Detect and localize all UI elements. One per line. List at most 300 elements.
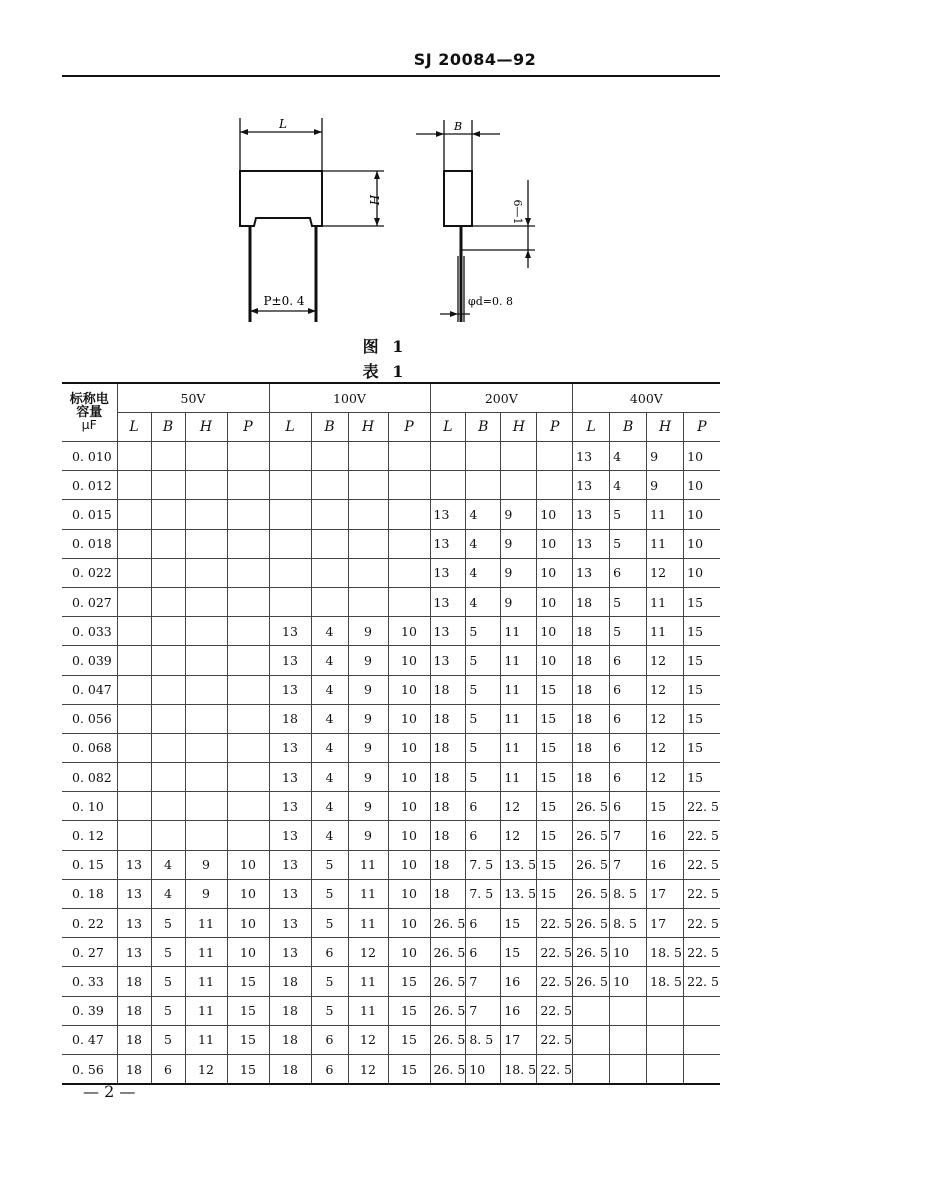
dimension-cell: 5 bbox=[311, 850, 348, 879]
table-row bbox=[62, 879, 720, 908]
dimension-cell: 10 bbox=[537, 646, 573, 675]
dimension-cell: 5 bbox=[466, 763, 501, 792]
dimension-cell: 5 bbox=[151, 909, 185, 938]
dimension-cell: 15 bbox=[501, 909, 537, 938]
dimension-cell: 9 bbox=[348, 704, 388, 733]
dimension-cell bbox=[151, 704, 185, 733]
label-pitch: P±0. 4 bbox=[263, 294, 305, 308]
dimension-cell bbox=[117, 587, 151, 616]
capacitance-cell: 0. 047 bbox=[62, 675, 117, 704]
dimension-cell bbox=[311, 442, 348, 471]
table-row bbox=[62, 617, 720, 646]
table-row bbox=[62, 646, 720, 675]
dimension-cell: 13 bbox=[269, 821, 311, 850]
dimension-cell bbox=[227, 733, 269, 762]
table-row bbox=[62, 471, 720, 500]
dimension-cell bbox=[684, 1054, 720, 1084]
table-caption: 表 1 bbox=[362, 362, 408, 381]
table-row bbox=[62, 763, 720, 792]
dimension-cell: 9 bbox=[348, 617, 388, 646]
label-lead-diameter: φd=0. 8 bbox=[468, 295, 513, 308]
dimension-cell bbox=[684, 1025, 720, 1054]
dimension-cell: 26. 5 bbox=[430, 909, 466, 938]
header-label-line1: 标称电 bbox=[69, 392, 109, 408]
dimension-cell: 11 bbox=[501, 617, 537, 646]
dimension-cell: 6 bbox=[610, 646, 647, 675]
capacitance-cell: 0. 15 bbox=[62, 850, 117, 879]
dimension-cell bbox=[647, 1054, 684, 1084]
dimension-cell bbox=[227, 646, 269, 675]
dimension-cell: 18 bbox=[117, 967, 151, 996]
dimension-cell: 18. 5 bbox=[647, 938, 684, 967]
dimension-cell bbox=[151, 733, 185, 762]
capacitance-cell: 0. 033 bbox=[62, 617, 117, 646]
dimension-cell: 26. 5 bbox=[573, 879, 610, 908]
dimension-cell: 7. 5 bbox=[466, 879, 501, 908]
dimension-cell: 6 bbox=[610, 733, 647, 762]
subcol-header: L bbox=[117, 413, 151, 442]
subcol-header: L bbox=[269, 413, 311, 442]
document-number: SJ 20084—92 bbox=[413, 50, 537, 69]
dimension-cell: 15 bbox=[537, 821, 573, 850]
dimension-cell: 13 bbox=[269, 763, 311, 792]
dimension-cell: 11 bbox=[647, 617, 684, 646]
label-height: H bbox=[367, 194, 381, 206]
dimension-cell: 12 bbox=[647, 763, 684, 792]
dimension-cell bbox=[151, 471, 185, 500]
dimension-cell: 15 bbox=[647, 792, 684, 821]
dimension-cell bbox=[348, 500, 388, 529]
figure-caption: 图 1 bbox=[362, 337, 408, 356]
dimension-cell bbox=[151, 558, 185, 587]
capacitance-header bbox=[62, 383, 117, 442]
dimension-cell: 7 bbox=[466, 967, 501, 996]
dimension-cell: 18 bbox=[269, 1054, 311, 1084]
dimension-cell: 18 bbox=[430, 704, 466, 733]
dimension-cell: 5 bbox=[466, 704, 501, 733]
dimension-cell: 13 bbox=[573, 442, 610, 471]
dimension-cell: 22. 5 bbox=[537, 938, 573, 967]
dimension-cell bbox=[388, 587, 430, 616]
dimension-cell: 22. 5 bbox=[537, 909, 573, 938]
dimension-cell: 9 bbox=[647, 471, 684, 500]
dimension-cell: 26. 5 bbox=[430, 938, 466, 967]
table-row bbox=[62, 1025, 720, 1054]
dimension-cell: 4 bbox=[151, 850, 185, 879]
dimension-cell: 4 bbox=[610, 471, 647, 500]
dimension-cell: 10 bbox=[388, 938, 430, 967]
dimension-cell: 22. 5 bbox=[537, 967, 573, 996]
table-row bbox=[62, 909, 720, 938]
page-number: — 2 — bbox=[83, 1082, 136, 1101]
table-row bbox=[62, 442, 720, 471]
dimension-cell: 10 bbox=[684, 442, 720, 471]
dimension-cell: 18 bbox=[430, 675, 466, 704]
dimension-cell: 7 bbox=[610, 821, 647, 850]
header-label-line2: 容量 bbox=[76, 405, 103, 421]
dimension-cell: 18 bbox=[430, 821, 466, 850]
dimension-cell: 5 bbox=[610, 587, 647, 616]
dimension-cell: 5 bbox=[311, 967, 348, 996]
dimension-cell: 6 bbox=[466, 938, 501, 967]
dimension-cell: 13 bbox=[117, 850, 151, 879]
dimension-cell: 10 bbox=[388, 850, 430, 879]
dimension-cell bbox=[269, 471, 311, 500]
dimension-cell: 11 bbox=[185, 967, 227, 996]
dimension-cell: 10 bbox=[388, 646, 430, 675]
dimension-cell bbox=[227, 763, 269, 792]
subcol-header: P bbox=[537, 413, 573, 442]
table-row bbox=[62, 821, 720, 850]
dimension-cell: 9 bbox=[185, 850, 227, 879]
dimension-cell: 15 bbox=[684, 675, 720, 704]
dimension-cell: 26. 5 bbox=[430, 1054, 466, 1084]
dimension-cell: 4 bbox=[311, 763, 348, 792]
dimension-cell: 13 bbox=[430, 500, 466, 529]
dimension-cell: 8. 5 bbox=[466, 1025, 501, 1054]
dimension-cell: 22. 5 bbox=[537, 1025, 573, 1054]
group-header-100v: 100V bbox=[269, 383, 430, 413]
capacitance-cell: 0. 018 bbox=[62, 529, 117, 558]
capacitance-cell: 0. 10 bbox=[62, 792, 117, 821]
dimension-cell bbox=[227, 442, 269, 471]
dimension-cell bbox=[227, 500, 269, 529]
dimension-cell: 13 bbox=[430, 617, 466, 646]
subcol-header: B bbox=[151, 413, 185, 442]
dimension-cell: 12 bbox=[647, 733, 684, 762]
dimension-cell: 13 bbox=[430, 587, 466, 616]
dimension-cell bbox=[185, 763, 227, 792]
dimension-cell bbox=[227, 471, 269, 500]
dimension-cell: 13. 5 bbox=[501, 850, 537, 879]
dimension-cell bbox=[151, 646, 185, 675]
dimension-cell: 4 bbox=[311, 733, 348, 762]
dimension-cell: 12 bbox=[647, 675, 684, 704]
dimension-cell bbox=[151, 500, 185, 529]
dimension-cell: 9 bbox=[501, 529, 537, 558]
dimension-cell: 13 bbox=[269, 850, 311, 879]
dimension-cell: 4 bbox=[311, 792, 348, 821]
dimension-cell: 18. 5 bbox=[647, 967, 684, 996]
dimension-cell: 4 bbox=[610, 442, 647, 471]
dimension-cell: 9 bbox=[501, 558, 537, 587]
dimension-cell bbox=[311, 471, 348, 500]
dimension-cell: 11 bbox=[647, 587, 684, 616]
capacitor-body-front bbox=[240, 171, 322, 226]
dimension-cell: 6 bbox=[311, 938, 348, 967]
dimension-cell: 22. 5 bbox=[537, 1054, 573, 1084]
dimension-cell: 11 bbox=[647, 529, 684, 558]
dimension-cell bbox=[151, 763, 185, 792]
dimension-cell: 11 bbox=[501, 704, 537, 733]
dimension-cell: 13 bbox=[269, 792, 311, 821]
dimension-cell bbox=[117, 471, 151, 500]
capacitance-cell: 0. 068 bbox=[62, 733, 117, 762]
dimension-cell bbox=[311, 500, 348, 529]
table-row bbox=[62, 967, 720, 996]
dimension-cell bbox=[227, 558, 269, 587]
dimension-cell: 26. 5 bbox=[573, 909, 610, 938]
dimension-cell: 13 bbox=[117, 909, 151, 938]
dimension-cell: 17 bbox=[647, 879, 684, 908]
dimension-cell: 18 bbox=[430, 879, 466, 908]
dimension-cell bbox=[573, 1025, 610, 1054]
dimension-cell: 22. 5 bbox=[684, 850, 720, 879]
capacitance-cell: 0. 12 bbox=[62, 821, 117, 850]
dimension-cell: 7 bbox=[466, 996, 501, 1025]
capacitance-cell: 0. 012 bbox=[62, 471, 117, 500]
dimension-cell: 5 bbox=[151, 938, 185, 967]
dimension-cell: 5 bbox=[466, 733, 501, 762]
dimension-cell bbox=[151, 587, 185, 616]
dimension-cell: 10 bbox=[388, 821, 430, 850]
dimension-cell: 13 bbox=[269, 733, 311, 762]
header-row-dimensions bbox=[62, 413, 720, 442]
dimension-cell bbox=[185, 442, 227, 471]
dimension-cell bbox=[117, 617, 151, 646]
dimension-cell: 11 bbox=[501, 646, 537, 675]
dimension-cell bbox=[501, 471, 537, 500]
dimension-cell: 4 bbox=[311, 704, 348, 733]
subcol-header: P bbox=[388, 413, 430, 442]
dimension-cell bbox=[151, 617, 185, 646]
dimension-cell: 15 bbox=[501, 938, 537, 967]
table-row bbox=[62, 558, 720, 587]
dimension-cell: 6 bbox=[610, 763, 647, 792]
group-header-50v: 50V bbox=[117, 383, 269, 413]
dimension-cell: 10 bbox=[466, 1054, 501, 1084]
dimension-cell: 10 bbox=[388, 792, 430, 821]
dimension-cell bbox=[348, 442, 388, 471]
dimension-cell: 10 bbox=[388, 763, 430, 792]
dimension-cell: 10 bbox=[388, 909, 430, 938]
dimension-cell: 18 bbox=[269, 704, 311, 733]
dimension-cell bbox=[185, 471, 227, 500]
dimension-cell: 4 bbox=[151, 879, 185, 908]
dimension-cell: 13 bbox=[269, 909, 311, 938]
dimension-cell: 5 bbox=[311, 879, 348, 908]
dimension-cell bbox=[269, 500, 311, 529]
dimension-cell: 12 bbox=[348, 938, 388, 967]
dimension-cell: 18 bbox=[573, 675, 610, 704]
dimension-cell: 22. 5 bbox=[684, 909, 720, 938]
dimension-cell bbox=[117, 704, 151, 733]
dimension-cell bbox=[388, 442, 430, 471]
subcol-header: H bbox=[185, 413, 227, 442]
dimension-cell: 4 bbox=[311, 821, 348, 850]
dimension-cell: 22. 5 bbox=[684, 879, 720, 908]
dimension-cell: 18 bbox=[269, 996, 311, 1025]
capacitor-dimension-table bbox=[62, 382, 720, 1085]
dimension-cell bbox=[151, 675, 185, 704]
dimension-cell bbox=[117, 558, 151, 587]
dimension-cell bbox=[466, 442, 501, 471]
dimension-cell bbox=[610, 1054, 647, 1084]
dimension-cell: 15 bbox=[227, 1025, 269, 1054]
dimension-cell: 6 bbox=[610, 704, 647, 733]
capacitance-cell: 0. 18 bbox=[62, 879, 117, 908]
dimension-cell bbox=[311, 587, 348, 616]
dimension-cell: 11 bbox=[501, 675, 537, 704]
dimension-cell bbox=[227, 587, 269, 616]
dimension-cell bbox=[117, 792, 151, 821]
dimension-cell: 10 bbox=[227, 938, 269, 967]
dimension-cell: 7 bbox=[610, 850, 647, 879]
dimension-cell: 15 bbox=[684, 704, 720, 733]
dimension-cell: 11 bbox=[185, 996, 227, 1025]
dimension-cell: 11 bbox=[348, 879, 388, 908]
dimension-cell bbox=[117, 763, 151, 792]
label-length: L bbox=[279, 117, 287, 131]
capacitance-cell: 0. 056 bbox=[62, 704, 117, 733]
table-row bbox=[62, 1054, 720, 1084]
dimension-cell bbox=[610, 996, 647, 1025]
dimension-cell: 15 bbox=[684, 587, 720, 616]
dimension-cell: 22. 5 bbox=[684, 967, 720, 996]
dimension-cell: 18 bbox=[117, 1025, 151, 1054]
header-row-voltage bbox=[62, 383, 720, 413]
dimension-cell: 9 bbox=[348, 646, 388, 675]
capacitance-cell: 0. 47 bbox=[62, 1025, 117, 1054]
dimension-cell: 6 bbox=[151, 1054, 185, 1084]
dimension-cell: 18 bbox=[573, 617, 610, 646]
dimension-cell: 13 bbox=[573, 500, 610, 529]
dimension-cell: 5 bbox=[466, 675, 501, 704]
dimension-cell: 8. 5 bbox=[610, 879, 647, 908]
dimension-cell: 9 bbox=[501, 587, 537, 616]
capacitor-body-side bbox=[444, 171, 472, 226]
dimension-cell bbox=[388, 500, 430, 529]
dimension-cell: 18 bbox=[573, 587, 610, 616]
subcol-header: B bbox=[466, 413, 501, 442]
table-row bbox=[62, 587, 720, 616]
dimension-cell: 11 bbox=[348, 967, 388, 996]
dimension-cell: 22. 5 bbox=[684, 792, 720, 821]
dimension-cell: 6 bbox=[466, 821, 501, 850]
dimension-cell: 11 bbox=[348, 850, 388, 879]
dimension-cell: 11 bbox=[185, 938, 227, 967]
dimension-cell: 5 bbox=[466, 617, 501, 646]
dimension-cell: 10 bbox=[610, 938, 647, 967]
dimension-cell: 10 bbox=[227, 909, 269, 938]
capacitance-cell: 0. 082 bbox=[62, 763, 117, 792]
dimension-cell: 10 bbox=[388, 704, 430, 733]
dimension-cell: 26. 5 bbox=[573, 967, 610, 996]
dimension-cell bbox=[185, 646, 227, 675]
dimension-cell: 18 bbox=[573, 646, 610, 675]
subcol-header: P bbox=[227, 413, 269, 442]
capacitance-cell: 0. 027 bbox=[62, 587, 117, 616]
label-width: B bbox=[453, 120, 463, 133]
dimension-cell: 5 bbox=[311, 996, 348, 1025]
dimension-cell: 15 bbox=[388, 1025, 430, 1054]
dimension-cell: 12 bbox=[647, 558, 684, 587]
dimension-cell bbox=[227, 792, 269, 821]
dimension-cell bbox=[117, 821, 151, 850]
dimension-cell: 4 bbox=[466, 500, 501, 529]
dimension-cell bbox=[117, 500, 151, 529]
dimension-cell: 6 bbox=[466, 909, 501, 938]
dimension-cell bbox=[537, 471, 573, 500]
dimension-cell bbox=[151, 529, 185, 558]
dimension-cell bbox=[610, 1025, 647, 1054]
dimension-cell bbox=[151, 442, 185, 471]
dimension-cell: 9 bbox=[185, 879, 227, 908]
dimension-cell bbox=[185, 617, 227, 646]
dimension-cell bbox=[388, 529, 430, 558]
dimension-cell: 10 bbox=[537, 617, 573, 646]
dimension-cell bbox=[269, 442, 311, 471]
dimension-cell bbox=[185, 500, 227, 529]
dimension-cell: 15 bbox=[537, 733, 573, 762]
dimension-cell: 15 bbox=[227, 1054, 269, 1084]
dimension-cell: 16 bbox=[501, 967, 537, 996]
dimension-cell: 6 bbox=[610, 792, 647, 821]
table-row bbox=[62, 500, 720, 529]
dimension-cell: 18 bbox=[573, 763, 610, 792]
dimension-cell: 11 bbox=[185, 909, 227, 938]
table-row bbox=[62, 704, 720, 733]
dimension-cell bbox=[269, 529, 311, 558]
dimension-cell bbox=[117, 675, 151, 704]
capacitance-cell: 0. 015 bbox=[62, 500, 117, 529]
dimension-cell: 13 bbox=[269, 646, 311, 675]
group-header-400v: 400V bbox=[573, 383, 720, 413]
dimension-cell: 26. 5 bbox=[573, 792, 610, 821]
dimension-cell: 16 bbox=[647, 850, 684, 879]
dimension-cell: 6 bbox=[610, 675, 647, 704]
dimension-cell: 5 bbox=[311, 909, 348, 938]
dimension-cell bbox=[269, 558, 311, 587]
dimension-cell: 18 bbox=[430, 763, 466, 792]
dimension-cell bbox=[227, 617, 269, 646]
dimension-cell: 13 bbox=[269, 938, 311, 967]
dimension-cell: 15 bbox=[684, 733, 720, 762]
dimension-cell: 15 bbox=[684, 646, 720, 675]
dimension-cell bbox=[430, 442, 466, 471]
dimension-cell: 4 bbox=[311, 617, 348, 646]
dimension-cell bbox=[430, 471, 466, 500]
dimension-cell: 10 bbox=[388, 733, 430, 762]
dimension-cell: 26. 5 bbox=[573, 821, 610, 850]
dimension-cell: 16 bbox=[501, 996, 537, 1025]
dimension-cell bbox=[185, 558, 227, 587]
capacitance-cell: 0. 22 bbox=[62, 909, 117, 938]
dimension-cell: 9 bbox=[348, 733, 388, 762]
dimension-cell: 13 bbox=[269, 879, 311, 908]
capacitor-dimension-figure bbox=[0, 0, 950, 330]
dimension-cell: 11 bbox=[348, 909, 388, 938]
dimension-cell bbox=[185, 675, 227, 704]
dimension-cell: 9 bbox=[348, 792, 388, 821]
dimension-cell: 5 bbox=[610, 500, 647, 529]
dimension-cell: 10 bbox=[537, 558, 573, 587]
dimension-cell: 18 bbox=[430, 792, 466, 821]
dimension-cell: 11 bbox=[501, 733, 537, 762]
dimension-cell: 15 bbox=[537, 675, 573, 704]
dimension-cell: 13 bbox=[117, 938, 151, 967]
dimension-cell: 10 bbox=[388, 879, 430, 908]
dimension-cell: 10 bbox=[537, 500, 573, 529]
dimension-cell: 13 bbox=[573, 529, 610, 558]
dimension-cell: 9 bbox=[348, 763, 388, 792]
table-row bbox=[62, 938, 720, 967]
dimension-cell: 12 bbox=[185, 1054, 227, 1084]
dimension-cell bbox=[185, 587, 227, 616]
dimension-cell: 26. 5 bbox=[573, 938, 610, 967]
dimension-cell: 15 bbox=[388, 996, 430, 1025]
dimension-cell: 12 bbox=[501, 792, 537, 821]
